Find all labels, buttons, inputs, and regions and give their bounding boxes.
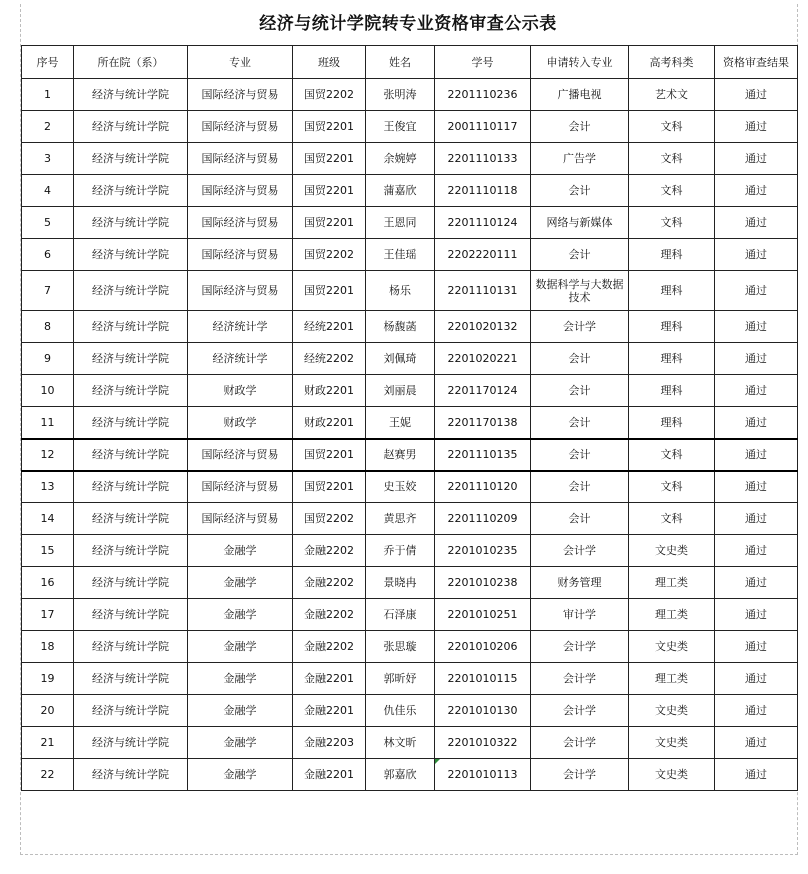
cell-name: 仇佳乐 <box>366 695 435 727</box>
cell-target-major: 会计 <box>531 503 629 535</box>
cell-class: 经统2201 <box>293 311 366 343</box>
cell-name: 余婉婷 <box>366 143 435 175</box>
cell-target-major: 会计学 <box>531 663 629 695</box>
cell-class: 金融2201 <box>293 759 366 791</box>
cell-target-major: 会计 <box>531 375 629 407</box>
cell-target-major: 广告学 <box>531 143 629 175</box>
cell-class: 金融2203 <box>293 727 366 759</box>
table-row <box>22 567 798 599</box>
cell-exam-category: 理科 <box>629 311 715 343</box>
cell-college: 经济与统计学院 <box>74 695 188 727</box>
cell-exam-category: 文史类 <box>629 727 715 759</box>
header-cell-no: 序号 <box>22 46 74 79</box>
cell-result: 通过 <box>715 631 798 663</box>
cell-exam-category: 文科 <box>629 175 715 207</box>
cell-class: 国贸2201 <box>293 439 366 471</box>
cell-college: 经济与统计学院 <box>74 535 188 567</box>
cell-student-id: 2201110236 <box>435 79 531 111</box>
cell-class: 国贸2201 <box>293 207 366 239</box>
cell-result: 通过 <box>715 567 798 599</box>
cell-college: 经济与统计学院 <box>74 271 188 311</box>
header-cell-target-major: 申请转入专业 <box>531 46 629 79</box>
cell-class: 财政2201 <box>293 407 366 439</box>
cell-no: 2 <box>22 111 74 143</box>
cell-major: 金融学 <box>188 567 293 599</box>
cell-college: 经济与统计学院 <box>74 503 188 535</box>
header-cell-exam-category: 高考科类 <box>629 46 715 79</box>
cell-student-id: 2201010115 <box>435 663 531 695</box>
cell-student-id: 2201110135 <box>435 439 531 471</box>
cell-major: 财政学 <box>188 407 293 439</box>
cell-no: 22 <box>22 759 74 791</box>
cell-target-major: 会计 <box>531 343 629 375</box>
cell-exam-category: 艺术文 <box>629 79 715 111</box>
table-row <box>22 175 798 207</box>
cell-major: 国际经济与贸易 <box>188 471 293 503</box>
table-row <box>22 375 798 407</box>
cell-result: 通过 <box>715 407 798 439</box>
cell-class: 金融2202 <box>293 535 366 567</box>
cell-exam-category: 文史类 <box>629 759 715 791</box>
cell-student-id: 2201110124 <box>435 207 531 239</box>
cell-student-id: 2201010238 <box>435 567 531 599</box>
cell-exam-category: 理科 <box>629 271 715 311</box>
cell-college: 经济与统计学院 <box>74 567 188 599</box>
cell-target-major: 会计 <box>531 407 629 439</box>
cell-class: 国贸2201 <box>293 111 366 143</box>
cell-no: 17 <box>22 599 74 631</box>
cell-no: 10 <box>22 375 74 407</box>
cell-exam-category: 理工类 <box>629 663 715 695</box>
cell-class: 国贸2201 <box>293 175 366 207</box>
cell-name: 乔于倩 <box>366 535 435 567</box>
cell-class: 金融2202 <box>293 567 366 599</box>
header-row <box>22 46 798 79</box>
cell-student-id: 2201110133 <box>435 143 531 175</box>
cell-result: 通过 <box>715 375 798 407</box>
cell-college: 经济与统计学院 <box>74 727 188 759</box>
cell-student-id: 2201010113 <box>435 759 531 791</box>
cell-college: 经济与统计学院 <box>74 239 188 271</box>
table-row <box>22 79 798 111</box>
cell-major: 国际经济与贸易 <box>188 111 293 143</box>
cell-student-id: 2201170138 <box>435 407 531 439</box>
roster-table <box>21 45 798 791</box>
cell-college: 经济与统计学院 <box>74 599 188 631</box>
cell-exam-category: 文科 <box>629 503 715 535</box>
cell-college: 经济与统计学院 <box>74 439 188 471</box>
cell-result: 通过 <box>715 695 798 727</box>
cell-no: 15 <box>22 535 74 567</box>
cell-major: 经济统计学 <box>188 343 293 375</box>
cell-name: 王恩同 <box>366 207 435 239</box>
table-row <box>22 239 798 271</box>
cell-no: 5 <box>22 207 74 239</box>
cell-no: 1 <box>22 79 74 111</box>
cell-major: 国际经济与贸易 <box>188 207 293 239</box>
cell-result: 通过 <box>715 599 798 631</box>
header-cell-name: 姓名 <box>366 46 435 79</box>
cell-no: 16 <box>22 567 74 599</box>
cell-no: 3 <box>22 143 74 175</box>
cell-student-id: 2001110117 <box>435 111 531 143</box>
cell-college: 经济与统计学院 <box>74 207 188 239</box>
cell-student-id: 2201010322 <box>435 727 531 759</box>
cell-college: 经济与统计学院 <box>74 111 188 143</box>
cell-student-id: 2201010235 <box>435 535 531 567</box>
cell-target-major: 网络与新媒体 <box>531 207 629 239</box>
cell-major: 国际经济与贸易 <box>188 143 293 175</box>
cell-result: 通过 <box>715 727 798 759</box>
cell-major: 经济统计学 <box>188 311 293 343</box>
cell-class: 金融2201 <box>293 663 366 695</box>
cell-no: 11 <box>22 407 74 439</box>
table-row <box>22 599 798 631</box>
header-cell-class: 班级 <box>293 46 366 79</box>
header-cell-student-id: 学号 <box>435 46 531 79</box>
cell-target-major: 会计学 <box>531 311 629 343</box>
cell-result: 通过 <box>715 535 798 567</box>
cell-student-id: 2201170124 <box>435 375 531 407</box>
cell-college: 经济与统计学院 <box>74 311 188 343</box>
cell-major: 金融学 <box>188 759 293 791</box>
cell-student-id: 2201110131 <box>435 271 531 311</box>
cell-class: 国贸2202 <box>293 239 366 271</box>
cell-major: 金融学 <box>188 727 293 759</box>
cell-result: 通过 <box>715 111 798 143</box>
cell-no: 9 <box>22 343 74 375</box>
cell-major: 财政学 <box>188 375 293 407</box>
table-row <box>22 271 798 311</box>
cell-result: 通过 <box>715 311 798 343</box>
table-row <box>22 207 798 239</box>
table-row <box>22 727 798 759</box>
table-row <box>22 311 798 343</box>
cell-target-major: 会计 <box>531 239 629 271</box>
cell-major: 金融学 <box>188 631 293 663</box>
cell-target-major: 数据科学与大数据技术 <box>531 271 629 311</box>
cell-college: 经济与统计学院 <box>74 759 188 791</box>
cell-exam-category: 文科 <box>629 439 715 471</box>
cell-exam-category: 文科 <box>629 111 715 143</box>
cell-target-major: 会计学 <box>531 695 629 727</box>
header-cell-result: 资格审查结果 <box>715 46 798 79</box>
table-row <box>22 503 798 535</box>
cell-no: 7 <box>22 271 74 311</box>
table-row <box>22 663 798 695</box>
table-row <box>22 111 798 143</box>
cell-student-id: 2201010251 <box>435 599 531 631</box>
cell-exam-category: 文科 <box>629 471 715 503</box>
cell-exam-category: 理科 <box>629 375 715 407</box>
cell-result: 通过 <box>715 143 798 175</box>
table-row <box>22 535 798 567</box>
table-row <box>22 343 798 375</box>
cell-exam-category: 文史类 <box>629 695 715 727</box>
cell-name: 杨乐 <box>366 271 435 311</box>
cell-student-id: 2201010130 <box>435 695 531 727</box>
cell-college: 经济与统计学院 <box>74 663 188 695</box>
table-row <box>22 631 798 663</box>
cell-college: 经济与统计学院 <box>74 175 188 207</box>
cell-no: 13 <box>22 471 74 503</box>
cell-target-major: 会计 <box>531 471 629 503</box>
header-cell-college: 所在院（系） <box>74 46 188 79</box>
cell-college: 经济与统计学院 <box>74 407 188 439</box>
cell-class: 经统2202 <box>293 343 366 375</box>
cell-name: 赵赛男 <box>366 439 435 471</box>
cell-no: 21 <box>22 727 74 759</box>
cell-major: 国际经济与贸易 <box>188 79 293 111</box>
cell-exam-category: 文史类 <box>629 631 715 663</box>
cell-exam-category: 文科 <box>629 143 715 175</box>
page-title: 经济与统计学院转专业资格审查公示表 <box>259 14 557 34</box>
cell-exam-category: 理科 <box>629 407 715 439</box>
cell-no: 19 <box>22 663 74 695</box>
cell-major: 国际经济与贸易 <box>188 439 293 471</box>
cell-name: 郭嘉欣 <box>366 759 435 791</box>
cell-class: 国贸2202 <box>293 79 366 111</box>
cell-major: 金融学 <box>188 695 293 727</box>
cell-college: 经济与统计学院 <box>74 79 188 111</box>
cell-student-id: 2201010206 <box>435 631 531 663</box>
cell-name: 郭昕妤 <box>366 663 435 695</box>
cell-result: 通过 <box>715 175 798 207</box>
cell-result: 通过 <box>715 343 798 375</box>
cell-name: 林文昕 <box>366 727 435 759</box>
cell-name: 史玉姣 <box>366 471 435 503</box>
cell-exam-category: 文科 <box>629 207 715 239</box>
cell-name: 景晓冉 <box>366 567 435 599</box>
cell-name: 刘丽晨 <box>366 375 435 407</box>
cell-student-id: 2201110118 <box>435 175 531 207</box>
table-row <box>22 695 798 727</box>
cell-target-major: 会计学 <box>531 727 629 759</box>
cell-result: 通过 <box>715 663 798 695</box>
cell-class: 国贸2201 <box>293 271 366 311</box>
cell-result: 通过 <box>715 439 798 471</box>
cell-class: 国贸2201 <box>293 471 366 503</box>
cell-target-major: 财务管理 <box>531 567 629 599</box>
cell-major: 国际经济与贸易 <box>188 239 293 271</box>
cell-class: 金融2201 <box>293 695 366 727</box>
cell-target-major: 会计学 <box>531 631 629 663</box>
cell-target-major: 会计 <box>531 439 629 471</box>
cell-no: 18 <box>22 631 74 663</box>
cell-name: 张思璇 <box>366 631 435 663</box>
cell-class: 金融2202 <box>293 599 366 631</box>
cell-name: 王佳瑶 <box>366 239 435 271</box>
table-row <box>22 143 798 175</box>
cell-name: 王妮 <box>366 407 435 439</box>
cell-result: 通过 <box>715 503 798 535</box>
cell-student-id: 2202220111 <box>435 239 531 271</box>
cell-result: 通过 <box>715 79 798 111</box>
cell-result: 通过 <box>715 207 798 239</box>
cell-major: 国际经济与贸易 <box>188 503 293 535</box>
cell-name: 石泽康 <box>366 599 435 631</box>
table-body <box>22 79 798 791</box>
cell-no: 20 <box>22 695 74 727</box>
cell-student-id: 2201110120 <box>435 471 531 503</box>
cell-name: 张明涛 <box>366 79 435 111</box>
cell-exam-category: 理科 <box>629 239 715 271</box>
cell-college: 经济与统计学院 <box>74 343 188 375</box>
cell-name: 黄思齐 <box>366 503 435 535</box>
cell-college: 经济与统计学院 <box>74 631 188 663</box>
cell-target-major: 会计学 <box>531 759 629 791</box>
cell-no: 8 <box>22 311 74 343</box>
cell-result: 通过 <box>715 759 798 791</box>
cell-student-id: 2201020132 <box>435 311 531 343</box>
cell-major: 金融学 <box>188 535 293 567</box>
cell-target-major: 会计 <box>531 111 629 143</box>
cell-class: 金融2202 <box>293 631 366 663</box>
cell-major: 金融学 <box>188 599 293 631</box>
cell-college: 经济与统计学院 <box>74 471 188 503</box>
table-row <box>22 407 798 439</box>
cell-target-major: 会计学 <box>531 535 629 567</box>
cell-class: 财政2201 <box>293 375 366 407</box>
cell-class: 国贸2201 <box>293 143 366 175</box>
cell-exam-category: 理工类 <box>629 567 715 599</box>
cell-student-id: 2201020221 <box>435 343 531 375</box>
cell-no: 14 <box>22 503 74 535</box>
cell-major: 国际经济与贸易 <box>188 175 293 207</box>
cell-target-major: 会计 <box>531 175 629 207</box>
cell-major: 金融学 <box>188 663 293 695</box>
cell-student-id: 2201110209 <box>435 503 531 535</box>
cell-marker-icon <box>435 759 440 764</box>
cell-name: 杨馥菡 <box>366 311 435 343</box>
table-row <box>22 471 798 503</box>
cell-target-major: 广播电视 <box>531 79 629 111</box>
cell-no: 4 <box>22 175 74 207</box>
cell-result: 通过 <box>715 271 798 311</box>
cell-college: 经济与统计学院 <box>74 375 188 407</box>
cell-class: 国贸2202 <box>293 503 366 535</box>
cell-exam-category: 理工类 <box>629 599 715 631</box>
cell-result: 通过 <box>715 471 798 503</box>
cell-name: 刘佩琦 <box>366 343 435 375</box>
table-row <box>22 439 798 471</box>
header-cell-major: 专业 <box>188 46 293 79</box>
cell-name: 蒲嘉欣 <box>366 175 435 207</box>
cell-major: 国际经济与贸易 <box>188 271 293 311</box>
cell-target-major: 审计学 <box>531 599 629 631</box>
cell-college: 经济与统计学院 <box>74 143 188 175</box>
table-row <box>22 759 798 791</box>
cell-result: 通过 <box>715 239 798 271</box>
cell-name: 王俊宜 <box>366 111 435 143</box>
cell-exam-category: 理科 <box>629 343 715 375</box>
cell-no: 6 <box>22 239 74 271</box>
cell-exam-category: 文史类 <box>629 535 715 567</box>
cell-no: 12 <box>22 439 74 471</box>
